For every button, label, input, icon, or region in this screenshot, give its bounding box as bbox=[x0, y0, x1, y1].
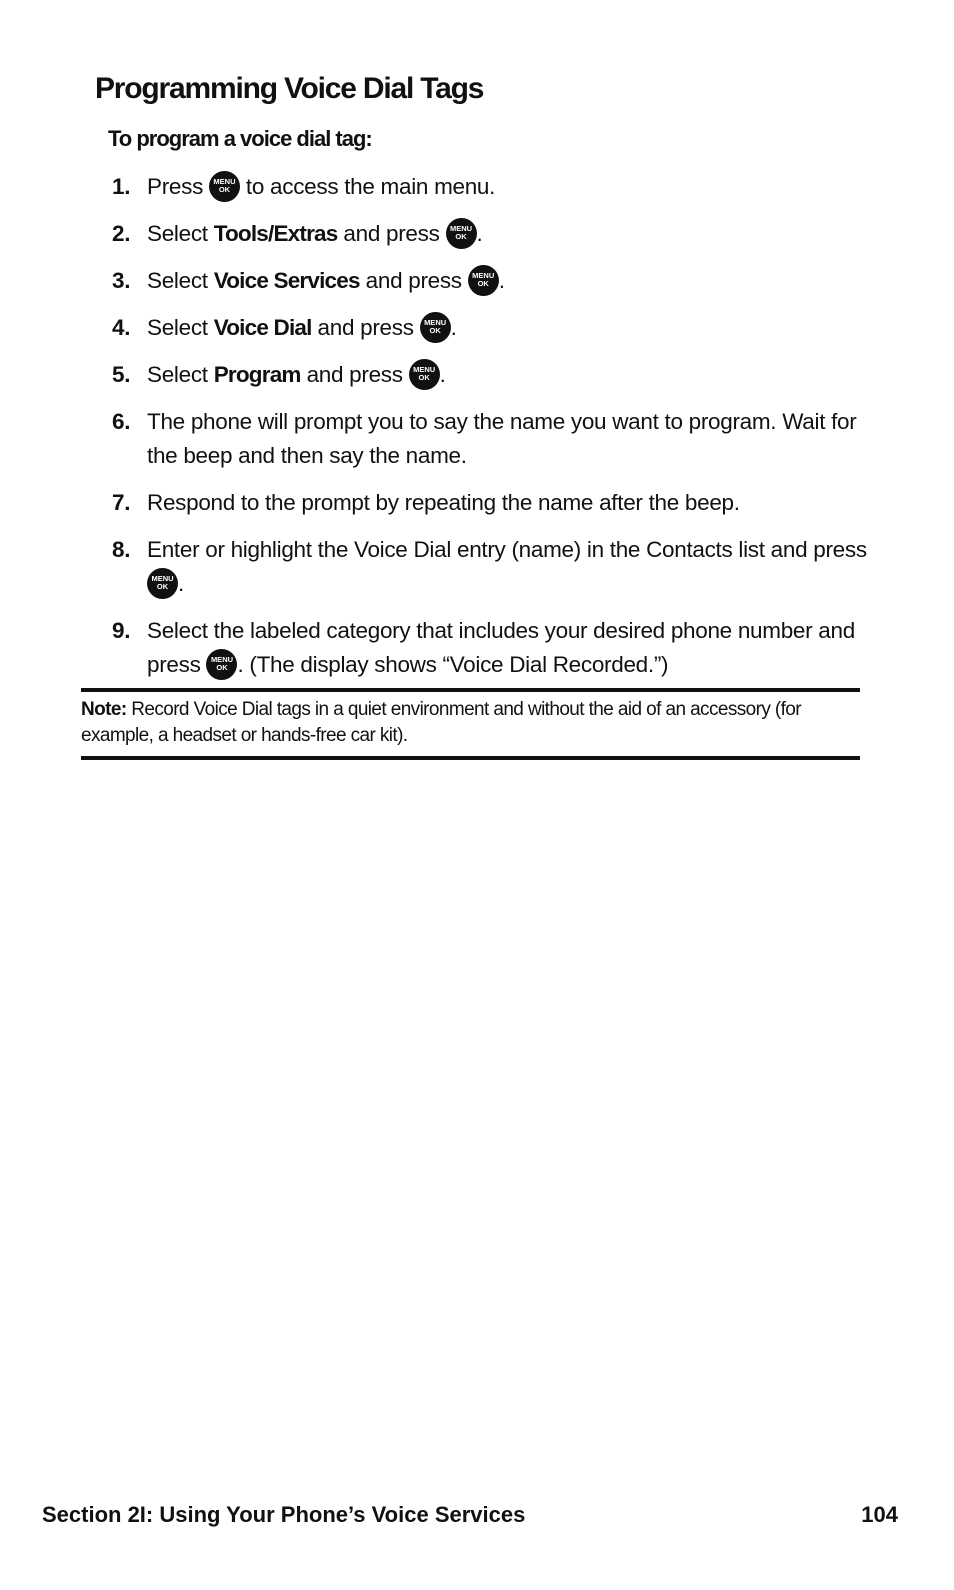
step-2 bbox=[112, 217, 872, 251]
menu-option-name: Voice Dial bbox=[213, 315, 312, 340]
page-title: Programming Voice Dial Tags bbox=[95, 72, 484, 105]
menu-ok-icon-bottom: OK bbox=[455, 231, 467, 241]
step-number: 9. bbox=[112, 618, 131, 643]
step-text: Select bbox=[147, 315, 208, 340]
menu-option-name: Voice Services bbox=[213, 268, 360, 293]
step-text: Select bbox=[147, 362, 208, 387]
menu-ok-icon-top: MENU bbox=[472, 270, 495, 280]
step-text: . bbox=[178, 571, 184, 596]
menu-ok-icon-bottom: OK bbox=[156, 581, 169, 591]
step-number: 1. bbox=[112, 174, 131, 199]
step-number: 8. bbox=[112, 537, 131, 562]
menu-ok-icon bbox=[147, 568, 178, 599]
step-number: 2. bbox=[112, 221, 131, 246]
menu-option-name: Program bbox=[213, 362, 301, 387]
note-box bbox=[81, 688, 860, 760]
step-text: Select bbox=[147, 221, 208, 246]
menu-ok-icon bbox=[446, 218, 477, 249]
step-text: Select bbox=[147, 268, 208, 293]
step-text: . bbox=[476, 221, 483, 246]
menu-ok-icon-bottom: OK bbox=[418, 372, 430, 382]
step-text: . bbox=[439, 362, 446, 387]
footer-section-title: Section 2I: Using Your Phone’s Voice Services bbox=[42, 1502, 526, 1527]
step-text: Respond to the prompt by repeating the name after the beep. bbox=[147, 490, 740, 515]
menu-ok-icon bbox=[209, 171, 240, 202]
procedure-subheading: To program a voice dial tag: bbox=[108, 126, 372, 151]
step-text: . bbox=[450, 315, 457, 340]
menu-ok-icon bbox=[206, 649, 237, 680]
menu-ok-icon-top: MENU bbox=[210, 654, 234, 664]
step-text: and press bbox=[317, 315, 414, 340]
step-number: 4. bbox=[112, 315, 131, 340]
menu-ok-icon-bottom: OK bbox=[216, 662, 228, 672]
menu-ok-icon-bottom: OK bbox=[477, 278, 489, 288]
menu-option-name: Tools/Extras bbox=[213, 221, 338, 246]
step-3 bbox=[112, 264, 872, 298]
step-text: and press bbox=[343, 221, 440, 246]
menu-ok-icon-top: MENU bbox=[151, 573, 174, 583]
step-number: 7. bbox=[112, 490, 131, 515]
step-text: Press bbox=[147, 174, 204, 199]
step-4 bbox=[112, 311, 872, 345]
menu-ok-icon-top: MENU bbox=[424, 317, 447, 327]
step-text: to access the main menu. bbox=[245, 174, 496, 199]
step-text: . bbox=[498, 268, 505, 293]
menu-ok-icon-top: MENU bbox=[213, 176, 236, 186]
step-6 bbox=[112, 405, 872, 473]
menu-ok-icon-bottom: OK bbox=[429, 325, 441, 335]
step-text: The phone will prompt you to say the name you want to program. Wait for the beep and then say the name. bbox=[147, 409, 857, 468]
step-1 bbox=[112, 170, 872, 204]
step-text: and press bbox=[365, 268, 462, 293]
menu-ok-icon bbox=[420, 312, 451, 343]
step-text: . (The display shows “Voice Dial Recorded.”) bbox=[237, 652, 669, 677]
step-7 bbox=[112, 486, 872, 520]
step-8 bbox=[112, 533, 872, 601]
step-5 bbox=[112, 358, 872, 392]
step-number: 6. bbox=[112, 409, 131, 434]
menu-ok-icon-top: MENU bbox=[449, 223, 473, 233]
menu-ok-icon-top: MENU bbox=[413, 364, 436, 374]
page-number: 104 bbox=[861, 1502, 898, 1527]
menu-ok-icon bbox=[409, 359, 440, 390]
step-text: Select the labeled category that includes your desired phone number and press bbox=[147, 618, 855, 677]
step-9 bbox=[112, 614, 872, 682]
note-label: Note: bbox=[81, 699, 127, 720]
step-text: and press bbox=[306, 362, 403, 387]
note-text: Record Voice Dial tags in a quiet environment and without the aid of an accessory (for example, a headset or hands-free car kit). bbox=[81, 699, 801, 746]
step-number: 3. bbox=[112, 268, 131, 293]
steps-list bbox=[112, 170, 872, 695]
menu-ok-icon bbox=[468, 265, 499, 296]
menu-ok-icon-bottom: OK bbox=[218, 184, 231, 194]
step-text: Enter or highlight the Voice Dial entry (name) in the Contacts list and press bbox=[147, 537, 867, 562]
step-number: 5. bbox=[112, 362, 131, 387]
